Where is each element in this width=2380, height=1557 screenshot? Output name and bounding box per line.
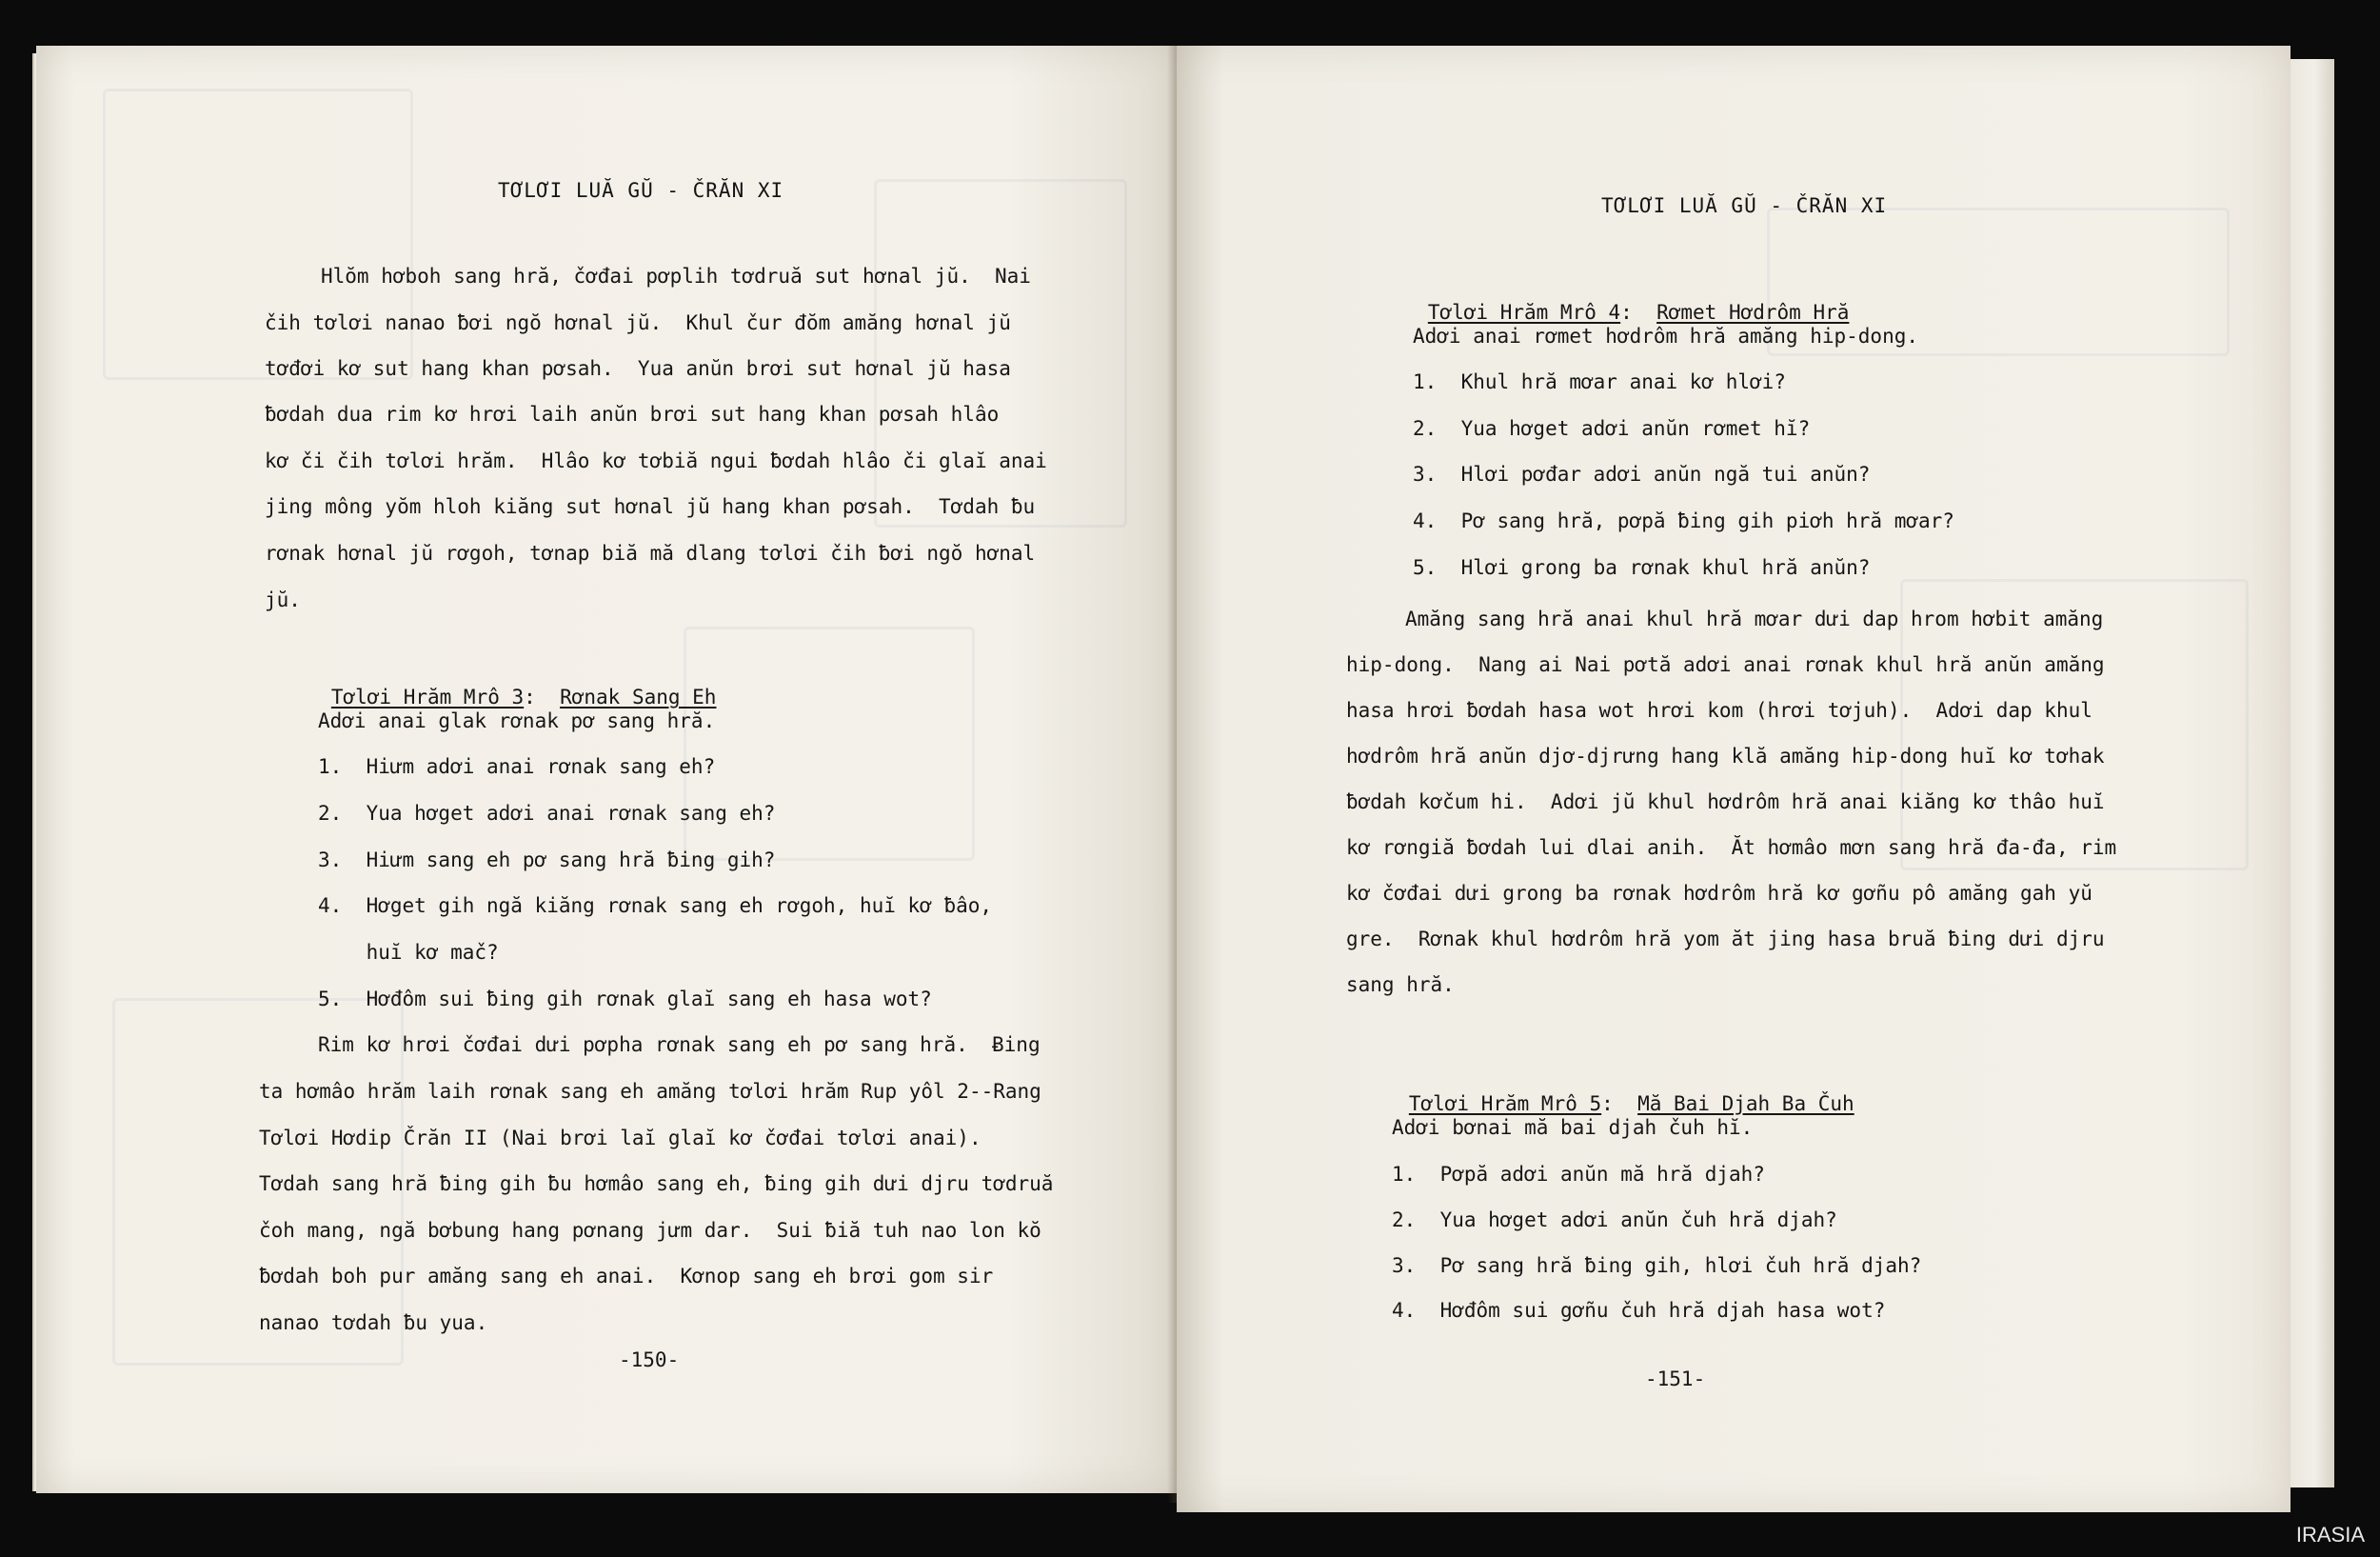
- paragraph-line: hip-dong. Nang ai Nai pơtă adơi anai rơnak khul hră anŭn amăng: [1346, 653, 2105, 676]
- question-item: 2. Yua hơget adơi anŭn rơmet hĭ?: [1413, 417, 1811, 440]
- paragraph-line: Hlŏm hơboh sang hră, čơđai pơplih tơdruă sut hơnal jŭ. Nai: [321, 265, 1031, 288]
- question-item: 1. Hiưm adơi anai rơnak sang eh?: [318, 755, 716, 778]
- paragraph-line: jing mông yŏm hloh kiăng sut hơnal jŭ hang khan pơsah. Tơdah ƀu: [265, 495, 1036, 518]
- paragraph-line: čih tơlơi nanao ƀơi ngŏ hơnal jŭ. Khul čur đŏm amăng hơnal jŭ: [265, 311, 1011, 334]
- paragraph-line: ƀơdah boh pur amăng sang eh anai. Kơnop sang eh brơi gom sir: [259, 1265, 994, 1288]
- paragraph-line: ta hơmâo hrăm laih rơnak sang eh amăng tơlơi hrăm Rup yôl 2--Rang: [259, 1080, 1041, 1103]
- bleed-through-illustration: [874, 179, 1127, 528]
- section-title: Mă Bai Djah Ba Čuh: [1637, 1092, 1854, 1115]
- left-page: [36, 46, 1177, 1493]
- paragraph-line: Tơdah sang hră ƀing gih ƀu hơmâo sang eh, ƀing gih dưi djru tơdruă: [259, 1172, 1054, 1195]
- running-header: TƠLƠI LUĂ GŬ - ČRĂN XI: [498, 179, 784, 202]
- question-item: 1. Pơpă adơi anŭn mă hră djah?: [1392, 1163, 1765, 1186]
- question-item: 5. Hơđôm sui ƀing gih rơnak glaĭ sang eh hasa wot?: [318, 988, 932, 1010]
- paragraph-line: rơnak hơnal jŭ rơgoh, tơnap biă mă dlang tơlơi čih ƀơi ngŏ hơnal: [265, 542, 1036, 565]
- paragraph-line: kơ čơđai dưi grong ba rơnak hơdrôm hră kơ gơñu pô amăng gah yŭ: [1346, 882, 2092, 905]
- question-item: 2. Yua hơget adơi anai rơnak sang eh?: [318, 802, 776, 825]
- paragraph-line: kơ rơngiă ƀơdah lui dlai anih. Ăt hơmâo mơn sang hră đa-đa, rim: [1346, 836, 2117, 859]
- page-stack-edge-right: [2285, 59, 2334, 1487]
- section-label: Tơlơi Hrăm Mrô 5: [1408, 1092, 1602, 1115]
- question-item: 4. Hơđôm sui gơñu čuh hră djah hasa wot?: [1392, 1299, 1886, 1322]
- section-title: Rơnak Sang Eh: [560, 686, 717, 709]
- section-intro: Adơi bơnai mă bai djah čuh hĭ.: [1392, 1116, 1754, 1139]
- paragraph-line: kơ či čih tơlơi hrăm. Hlâo kơ tơbiă ngui ƀơdah hlâo či glaĭ anai: [265, 449, 1047, 472]
- section-heading: Tơlơi Hrăm Mrô 4: Rơmet Hơdrôm Hră: [1427, 301, 1850, 324]
- question-item: 4. Pơ sang hră, pơpă ƀing gih piơh hră mơar?: [1413, 509, 1954, 532]
- paragraph-line: čoh mang, ngă bơbung hang pơnang jưm dar. Sui ƀiă tuh nao lon kŏ: [259, 1219, 1041, 1242]
- paragraph-line: ƀơdah kơčum hi. Adơi jŭ khul hơdrôm hră anai kiăng kơ thâo huĭ: [1346, 790, 2105, 813]
- section-label: Tơlơi Hrăm Mrô 3: [330, 686, 525, 709]
- right-page: [1177, 46, 2291, 1512]
- paragraph-line: ƀơdah dua rim kơ hrơi laih anŭn brơi sut hang khan pơsah hlâo: [265, 403, 1000, 426]
- section-heading: Tơlơi Hrăm Mrô 5: Mă Bai Djah Ba Čuh: [1408, 1092, 1854, 1115]
- watermark-label: IRASIA: [2295, 1523, 2365, 1547]
- question-item: 3. Hiưm sang eh pơ sang hră ƀing gih?: [318, 848, 776, 871]
- paragraph-line: sang hră.: [1346, 973, 1455, 996]
- paragraph-line: nanao tơdah ƀu yua.: [259, 1311, 488, 1334]
- question-item: 4. Hơget gih ngă kiăng rơnak sang eh rơgoh, huĭ kơ ƀâo,: [318, 894, 993, 917]
- paragraph-line: jŭ.: [265, 589, 301, 611]
- paragraph-line: Rim kơ hrơi čơđai dưi pơpha rơnak sang eh pơ sang hră. Ƀing: [318, 1033, 1041, 1056]
- page-number: -150-: [619, 1348, 680, 1371]
- page-number: -151-: [1645, 1367, 1706, 1390]
- paragraph-line: hasa hrơi ƀơdah hasa wot hrơi kom (hrơi tơjuh). Adơi dap khul: [1346, 699, 2092, 722]
- question-item: huĭ kơ mač?: [318, 941, 499, 964]
- section-title: Rơmet Hơdrôm Hră: [1656, 301, 1850, 324]
- section-intro: Adơi anai rơmet hơdrôm hră amăng hip-dong.: [1413, 325, 1919, 348]
- question-item: 5. Hlơi grong ba rơnak khul hră anŭn?: [1413, 556, 1871, 579]
- paragraph-line: Amăng sang hră anai khul hră mơar dưi dap hrom hơbit amăng: [1405, 608, 2104, 630]
- question-item: 3. Hlơi pơđar adơi anŭn ngă tui anŭn?: [1413, 463, 1871, 486]
- section-intro: Adơi anai glak rơnak pơ sang hră.: [318, 709, 716, 732]
- section-label: Tơlơi Hrăm Mrô 4: [1427, 301, 1621, 324]
- paragraph-line: gre. Rơnak khul hơdrôm hră yom ăt jing hasa bruă ƀing dưi djru: [1346, 928, 2105, 950]
- running-header: TƠLƠI LUĂ GŬ - ČRĂN XI: [1601, 194, 1888, 217]
- question-item: 3. Pơ sang hră ƀing gih, hlơi čuh hră djah?: [1392, 1254, 1922, 1277]
- paragraph-line: tơđơi kơ sut hang khan pơsah. Yua anŭn brơi sut hơnal jŭ hasa: [265, 357, 1011, 380]
- paragraph-line: Tơlơi Hơdip Črăn II (Nai brơi laĭ glaĭ kơ čơđai tơlơi anai).: [259, 1127, 982, 1149]
- bleed-through-illustration: [103, 89, 413, 380]
- question-item: 2. Yua hơget adơi anŭn čuh hră djah?: [1392, 1208, 1837, 1231]
- section-heading: Tơlơi Hrăm Mrô 3: Rơnak Sang Eh: [330, 686, 717, 709]
- bleed-through-illustration: [684, 627, 975, 861]
- question-item: 1. Khul hră mơar anai kơ hlơi?: [1413, 370, 1786, 393]
- paragraph-line: hơdrôm hră anŭn djơ-djrưng hang klă amăng hip-dong huĭ kơ tơhak: [1346, 745, 2105, 768]
